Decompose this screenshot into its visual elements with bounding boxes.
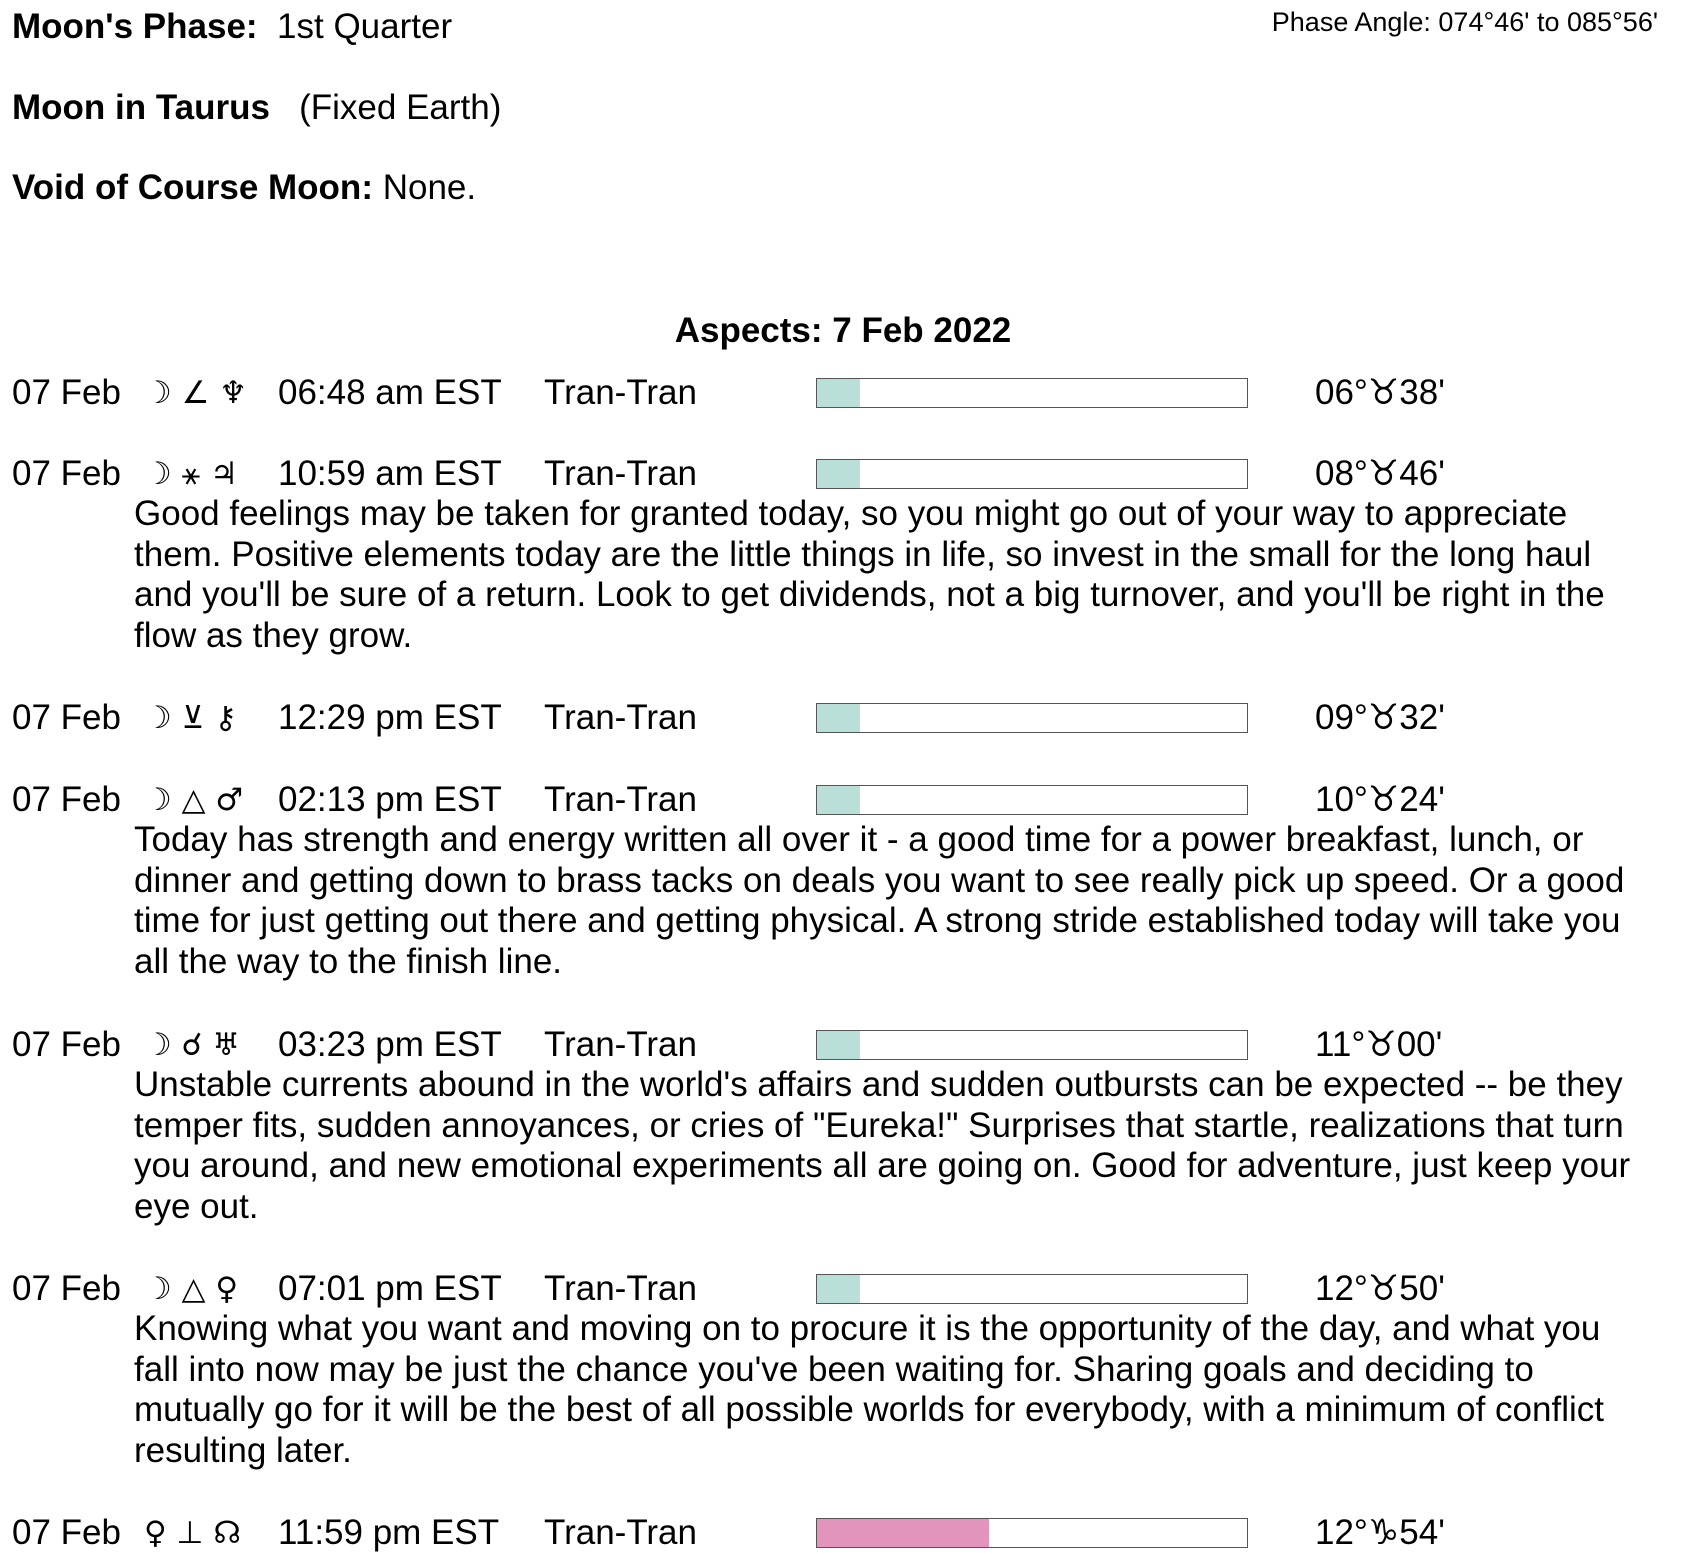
strength-bar-fill — [817, 1031, 860, 1059]
strength-bar — [816, 1274, 1248, 1304]
aspect-time: 12:29 pm EST — [278, 698, 502, 737]
aspect-date: 07 Feb — [12, 780, 121, 819]
strength-bar-fill — [817, 460, 860, 488]
aspect-row — [0, 454, 1686, 494]
aspect-type: Tran-Tran — [544, 698, 697, 737]
moon-sign-label: Moon in Taurus — [12, 88, 270, 127]
aspect-description: Today has strength and energy written all over it - a good time for a power breakfast, lunch, or dinner and getting down to brass tacks on deals you want to see really pick up speed. Or a good time for just getting out there and getting physical. A strong stride established today will take you all the way to the finish line. — [134, 820, 1625, 981]
void-of-course-line — [12, 168, 476, 208]
strength-bar — [816, 785, 1248, 815]
aspect-time: 02:13 pm EST — [278, 780, 502, 819]
aspect-position: 09°♉32' — [1315, 698, 1445, 737]
aspect-date: 07 Feb — [12, 1025, 121, 1064]
strength-bar-fill — [817, 379, 860, 407]
strength-bar — [816, 459, 1248, 489]
strength-bar — [816, 1030, 1248, 1060]
aspect-position: 06°♉38' — [1315, 373, 1445, 412]
aspect-row — [0, 780, 1686, 820]
aspect-type: Tran-Tran — [544, 373, 697, 412]
aspect-glyphs: ☽ ∠ ♆ — [144, 375, 248, 411]
aspect-position: 12°♑54' — [1315, 1513, 1445, 1552]
void-of-course-value: None. — [382, 168, 477, 207]
aspect-date: 07 Feb — [12, 1269, 121, 1308]
aspect-description: Unstable currents abound in the world's affairs and sudden outbursts can be expected -- be they temper fits, sudden annoyances, or cries of "Eureka!" Surprises that startle, realizations that turn you around, and new emotional experiments all are going on. Good for adventure, just keep your eye out. — [134, 1065, 1631, 1226]
aspect-time: 10:59 am EST — [278, 454, 502, 493]
aspect-row — [0, 1513, 1686, 1553]
strength-bar — [816, 703, 1248, 733]
aspect-entry — [0, 780, 1686, 982]
aspect-time: 06:48 am EST — [278, 373, 502, 412]
aspect-time: 11:59 pm EST — [278, 1513, 500, 1552]
aspect-type: Tran-Tran — [544, 1269, 697, 1308]
aspect-glyphs: ☽ ⚹ ♃ — [144, 456, 238, 492]
aspect-entry — [0, 1513, 1686, 1553]
aspect-entry — [0, 454, 1686, 656]
aspect-date: 07 Feb — [12, 1513, 121, 1552]
aspect-row — [0, 698, 1686, 738]
phase-angle: Phase Angle: 074°46' to 085°56' — [1271, 7, 1658, 37]
strength-bar-fill — [817, 786, 860, 814]
aspect-entry — [0, 1269, 1686, 1471]
aspect-entry — [0, 373, 1686, 413]
moon-phase-line — [12, 7, 452, 47]
aspect-row — [0, 373, 1686, 413]
aspect-position: 12°♉50' — [1315, 1269, 1445, 1308]
aspect-time: 03:23 pm EST — [278, 1025, 502, 1064]
aspect-type: Tran-Tran — [544, 1025, 697, 1064]
aspect-date: 07 Feb — [12, 698, 121, 737]
void-of-course-label: Void of Course Moon: — [12, 168, 373, 207]
aspect-glyphs: ☽ △ ♀ — [144, 1271, 239, 1307]
aspect-entry — [0, 1025, 1686, 1227]
aspect-position: 10°♉24' — [1315, 780, 1445, 819]
aspect-position: 08°♉46' — [1315, 454, 1445, 493]
aspects-title: Aspects: 7 Feb 2022 — [674, 311, 1012, 350]
aspect-glyphs: ☽ △ ♂ — [144, 782, 244, 818]
moon-phase-label: Moon's Phase: — [12, 7, 258, 46]
moon-sign-line — [12, 88, 501, 128]
strength-bar-fill — [817, 704, 860, 732]
moon-phase-value: 1st Quarter — [277, 7, 453, 46]
aspect-description: Knowing what you want and moving on to procure it is the opportunity of the day, and what you fall into now may be just the chance you've been waiting for. Sharing goals and deciding to mutually go for it will be the best of all possible worlds for everybody, with a minimum of conflict resulting later. — [134, 1309, 1604, 1470]
aspect-type: Tran-Tran — [544, 1513, 697, 1552]
aspect-date: 07 Feb — [12, 373, 121, 412]
aspect-type: Tran-Tran — [544, 454, 697, 493]
aspect-description: Good feelings may be taken for granted today, so you might go out of your way to appreciate them. Positive elements today are the little things in life, so invest in the small for the long haul and you'll be sure of a return. Look to get dividends, not a big turnover, and you'll be right in the flow as they grow. — [134, 494, 1605, 655]
aspect-entry — [0, 698, 1686, 738]
aspect-row — [0, 1269, 1686, 1309]
strength-bar — [816, 1518, 1248, 1548]
aspect-position: 11°♉00' — [1315, 1025, 1443, 1064]
aspect-glyphs: ☽ ☌ ♅ — [144, 1027, 241, 1063]
aspect-glyphs: ☽ ⊻ ⚷ — [144, 700, 237, 736]
strength-bar — [816, 378, 1248, 408]
aspect-glyphs: ♀ ⊥ ☊ — [144, 1515, 241, 1551]
strength-bar-fill — [817, 1519, 989, 1547]
strength-bar-fill — [817, 1275, 860, 1303]
aspect-type: Tran-Tran — [544, 780, 697, 819]
moon-sign-value: (Fixed Earth) — [299, 88, 502, 127]
aspect-row — [0, 1025, 1686, 1065]
aspect-date: 07 Feb — [12, 454, 121, 493]
aspect-time: 07:01 pm EST — [278, 1269, 502, 1308]
